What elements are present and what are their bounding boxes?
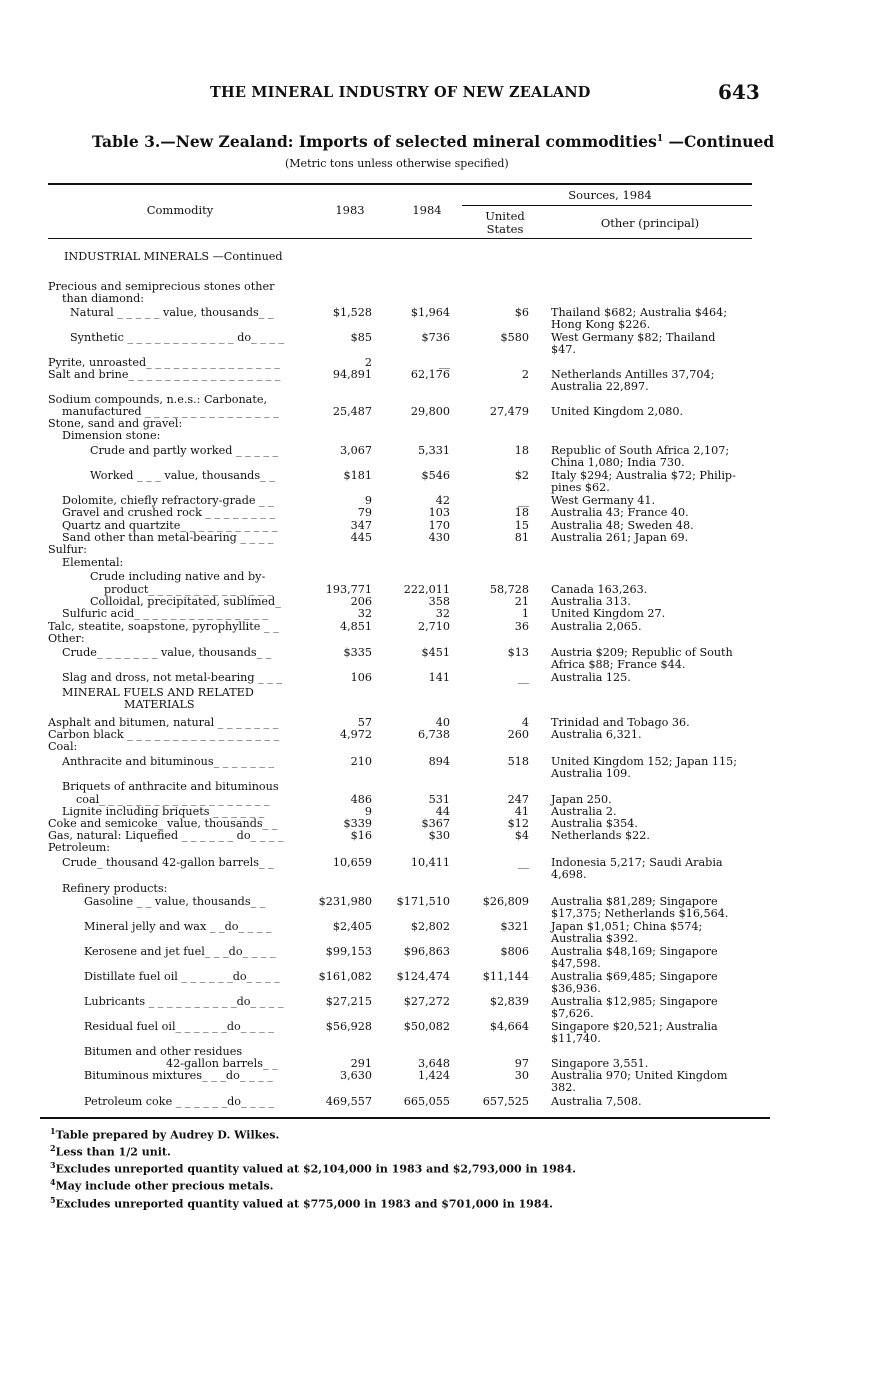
value-1984-cell: $124,474 xyxy=(396,970,450,983)
header-1983: 1983 xyxy=(335,203,365,217)
other-sources-cell: United Kingdom 152; Japan 115; xyxy=(551,755,737,768)
table-row xyxy=(0,319,870,331)
other-sources-cell: Australia 22,897. xyxy=(551,380,649,393)
commodity-cell: Worked _ _ _ value, thousands_ _ xyxy=(90,469,275,482)
commodity-cell: manufactured _ _ _ _ _ _ _ _ _ _ _ _ _ _ _ xyxy=(62,405,279,418)
commodity-cell: Lignite including briquets _ _ _ _ _ _ xyxy=(62,805,265,818)
commodity-cell: than diamond: xyxy=(62,292,145,305)
footnote-text: Less than 1/2 unit. xyxy=(55,1145,171,1159)
table-row xyxy=(0,958,870,970)
commodity-cell: Colloidal, precipitated, sublimed_ xyxy=(90,595,281,608)
united-states-cell: 4 xyxy=(521,716,529,729)
table-row xyxy=(0,381,870,393)
commodity-cell: Bitumen and other residues xyxy=(84,1045,243,1058)
united-states-cell: 18 xyxy=(514,444,529,457)
united-states-cell: 18 xyxy=(514,506,529,519)
value-1983-cell: $27,215 xyxy=(325,995,372,1008)
table-row xyxy=(0,756,870,768)
value-1984-cell: $546 xyxy=(421,469,450,482)
footnote xyxy=(50,1159,576,1176)
value-1983-cell: 3,630 xyxy=(339,1069,372,1082)
commodity-cell: Asphalt and bitumen, natural _ _ _ _ _ _ _ xyxy=(48,716,279,729)
value-1983-cell: $161,082 xyxy=(318,970,372,983)
commodity-cell: Gravel and crushed rock _ _ _ _ _ _ _ _ xyxy=(62,506,276,519)
commodity-cell: Slag and dross, not metal-bearing _ _ _ xyxy=(62,671,283,684)
commodity-cell: Distillate fuel oil _ _ _ _ _ _do_ _ _ _ xyxy=(84,970,280,983)
value-1984-cell: 141 xyxy=(428,671,450,684)
value-1984-cell: 42 xyxy=(435,494,450,507)
table-row xyxy=(0,647,870,659)
united-states-cell: __ xyxy=(517,494,529,507)
united-states-cell: $580 xyxy=(500,331,529,344)
value-1983-cell: 193,771 xyxy=(325,583,372,596)
value-1983-cell: 4,972 xyxy=(339,728,372,741)
footnote-number: 3 xyxy=(50,1160,56,1171)
table-row xyxy=(0,470,870,482)
value-1983-cell: 94,891 xyxy=(332,368,372,381)
commodity-cell: Crude_ thousand 42-gallon barrels_ _ xyxy=(62,856,274,869)
united-states-cell: 41 xyxy=(514,805,529,818)
commodity-cell: Synthetic _ _ _ _ _ _ _ _ _ _ _ _ do_ _ _ _ xyxy=(70,331,285,344)
value-1984-cell: $367 xyxy=(421,817,450,830)
value-1984-cell: 3,648 xyxy=(417,1057,450,1070)
united-states-cell: $26,809 xyxy=(482,895,529,908)
commodity-cell: Talc, steatite, soapstone, pyrophyllite _ _ xyxy=(48,620,279,633)
value-1984-cell: 5,331 xyxy=(417,444,450,457)
united-states-cell: __ xyxy=(517,671,529,684)
other-sources-cell: Republic of South Africa 2,107; xyxy=(551,444,730,457)
value-1984-cell: $27,272 xyxy=(403,995,450,1008)
commodity-cell: Dimension stone: xyxy=(62,429,161,442)
value-1984-cell: $736 xyxy=(421,331,450,344)
other-sources-cell: Trinidad and Tobago 36. xyxy=(551,716,690,729)
footnotes xyxy=(50,1125,576,1211)
table-row xyxy=(0,293,870,305)
other-sources-cell: Australia 313. xyxy=(551,595,631,608)
value-1983-cell: $231,980 xyxy=(318,895,372,908)
other-sources-cell: 382. xyxy=(551,1081,576,1094)
other-sources-cell: United Kingdom 27. xyxy=(551,607,666,620)
commodity-cell: Precious and semiprecious stones other xyxy=(48,280,275,293)
other-sources-cell: Australia 261; Japan 69. xyxy=(551,531,689,544)
table-row xyxy=(0,896,870,908)
value-1984-cell: 6,738 xyxy=(417,728,450,741)
united-states-cell: $2,839 xyxy=(489,995,529,1008)
other-sources-cell: West Germany 41. xyxy=(551,494,656,507)
value-1984-cell: 10,411 xyxy=(410,856,450,869)
other-sources-cell: Australia 109. xyxy=(551,767,631,780)
other-sources-cell: China 1,080; India 730. xyxy=(551,456,685,469)
table-row xyxy=(0,369,870,381)
commodity-cell: Sodium compounds, n.e.s.: Carbonate, xyxy=(48,393,268,406)
top-rule xyxy=(48,183,752,185)
table-row xyxy=(0,883,870,895)
other-sources-cell: Netherlands Antilles 37,704; xyxy=(551,368,715,381)
value-1983-cell: 10,659 xyxy=(332,856,372,869)
table-title-footnote-ref: 1 xyxy=(656,133,664,144)
value-1983-cell: 206 xyxy=(350,595,372,608)
value-1984-cell: $30 xyxy=(428,829,450,842)
value-1983-cell: 9 xyxy=(364,805,372,818)
united-states-cell: 15 xyxy=(514,519,529,532)
value-1983-cell: 4,851 xyxy=(339,620,372,633)
other-sources-cell: Japan $1,051; China $574; xyxy=(551,920,703,933)
commodity-cell: INDUSTRIAL MINERALS —Continued xyxy=(64,250,283,263)
value-1983-cell: 32 xyxy=(357,607,372,620)
value-1983-cell: 79 xyxy=(357,506,372,519)
value-1983-cell: 486 xyxy=(350,793,372,806)
footnote xyxy=(50,1142,576,1159)
other-sources-cell: Australia 43; France 40. xyxy=(551,506,689,519)
united-states-cell: 36 xyxy=(514,620,529,633)
other-sources-cell: Australia 970; United Kingdom xyxy=(551,1069,728,1082)
commodity-cell: Stone, sand and gravel: xyxy=(48,417,183,430)
commodity-cell: Crude_ _ _ _ _ _ _ value, thousands_ _ xyxy=(62,646,272,659)
value-1984-cell: 531 xyxy=(428,793,450,806)
table-row xyxy=(0,621,870,633)
value-1984-cell: 170 xyxy=(428,519,450,532)
header-bottom-rule xyxy=(48,238,752,239)
table-row xyxy=(0,332,870,344)
other-sources-cell: Australia 2. xyxy=(551,805,617,818)
united-states-cell: $6 xyxy=(514,306,529,319)
table-row xyxy=(0,699,870,711)
other-sources-cell: $36,936. xyxy=(551,982,601,995)
value-1984-cell: 430 xyxy=(428,531,450,544)
table-bottom-rule xyxy=(40,1117,770,1119)
other-sources-cell: Netherlands $22. xyxy=(551,829,650,842)
commodity-cell: 42-gallon barrels_ _ xyxy=(166,1057,278,1070)
value-1984-cell: 62,176 xyxy=(410,368,450,381)
value-1983-cell: $2,405 xyxy=(332,920,372,933)
value-1984-cell: $96,863 xyxy=(403,945,450,958)
commodity-cell: Coke and semicoke_ value, thousands_ _ xyxy=(48,817,278,830)
other-sources-cell: $7,626. xyxy=(551,1007,594,1020)
value-1983-cell: 57 xyxy=(357,716,372,729)
table-title-suffix: —Continued xyxy=(663,132,775,151)
commodity-cell: MINERAL FUELS AND RELATED xyxy=(62,686,254,699)
united-states-cell: 518 xyxy=(507,755,529,768)
value-1983-cell: 9 xyxy=(364,494,372,507)
value-1983-cell: 2 xyxy=(364,356,372,369)
commodity-cell: Sand other than metal-bearing _ _ _ _ xyxy=(62,531,274,544)
commodity-cell: Crude including native and by- xyxy=(90,570,266,583)
commodity-cell: Salt and brine_ _ _ _ _ _ _ _ _ _ _ _ _ _ _ _ _ xyxy=(48,368,281,381)
value-1983-cell: $99,153 xyxy=(325,945,372,958)
table-row xyxy=(0,933,870,945)
table-row xyxy=(0,729,870,741)
commodity-cell: Gas, natural: Liquefied _ _ _ _ _ _ do_ _ _ _ xyxy=(48,829,284,842)
table-row xyxy=(0,557,870,569)
table-row xyxy=(0,1008,870,1020)
united-states-cell: $806 xyxy=(500,945,529,958)
table-row xyxy=(0,842,870,854)
other-sources-cell: Africa $88; France $44. xyxy=(551,658,686,671)
value-1983-cell: 3,067 xyxy=(339,444,372,457)
value-1984-cell: __ xyxy=(438,356,450,369)
table-row xyxy=(0,251,870,263)
value-1983-cell: $85 xyxy=(350,331,372,344)
footnote-text: Table prepared by Audrey D. Wilkes. xyxy=(55,1128,280,1142)
table-row xyxy=(0,908,870,920)
other-sources-cell: Australia $81,289; Singapore xyxy=(551,895,718,908)
commodity-cell: Refinery products: xyxy=(62,882,168,895)
table-row xyxy=(0,307,870,319)
table-row xyxy=(0,1082,870,1094)
footnote-text: Excludes unreported quantity valued at $2,104,000 in 1983 and $2,793,000 in 1984. xyxy=(55,1162,576,1176)
value-1984-cell: 358 xyxy=(428,595,450,608)
commodity-cell: Lubricants _ _ _ _ _ _ _ _ _ _do_ _ _ _ xyxy=(84,995,284,1008)
table-row xyxy=(0,983,870,995)
commodity-cell: Gasoline _ _ value, thousands_ _ xyxy=(84,895,266,908)
other-sources-cell: Thailand $682; Australia $464; xyxy=(551,306,728,319)
other-sources-cell: Japan 250. xyxy=(551,793,612,806)
commodity-cell: Crude and partly worked _ _ _ _ _ xyxy=(90,444,279,457)
other-sources-cell: $11,740. xyxy=(551,1032,601,1045)
commodity-cell: Dolomite, chiefly refractory-grade _ _ xyxy=(62,494,274,507)
footnote-number: 5 xyxy=(50,1194,56,1205)
commodity-cell: Sulfur: xyxy=(48,543,87,556)
value-1983-cell: 347 xyxy=(350,519,372,532)
value-1984-cell: 2,710 xyxy=(417,620,450,633)
united-states-cell: 2 xyxy=(521,368,529,381)
footnote-number: 4 xyxy=(50,1177,56,1188)
footnote-number: 1 xyxy=(50,1126,56,1136)
value-1984-cell: 40 xyxy=(435,716,450,729)
other-sources-cell: Australia $354. xyxy=(551,817,638,830)
table-row xyxy=(0,659,870,671)
table-row xyxy=(0,608,870,620)
united-states-cell: 21 xyxy=(514,595,529,608)
commodity-cell: Quartz and quartzite_ _ _ _ _ _ _ _ _ _ _ xyxy=(62,519,278,532)
table-title xyxy=(92,132,774,151)
other-sources-cell: Indonesia 5,217; Saudi Arabia xyxy=(551,856,723,869)
united-states-cell: 58,728 xyxy=(489,583,529,596)
commodity-cell: Mineral jelly and wax _ _do_ _ _ _ xyxy=(84,920,272,933)
other-sources-cell: $47,598. xyxy=(551,957,601,970)
commodity-cell: Carbon black _ _ _ _ _ _ _ _ _ _ _ _ _ _ _ _ _ xyxy=(48,728,280,741)
value-1984-cell: 32 xyxy=(435,607,450,620)
value-1984-cell: $171,510 xyxy=(396,895,450,908)
sources-rule xyxy=(462,205,752,206)
header-1984: 1984 xyxy=(412,203,442,217)
value-1983-cell: $56,928 xyxy=(325,1020,372,1033)
commodity-cell: product_ _ _ _ _ _ _ _ _ _ _ _ _ _ xyxy=(104,583,273,596)
table-row xyxy=(0,768,870,780)
table-row xyxy=(0,633,870,645)
value-1984-cell: 665,055 xyxy=(403,1095,450,1108)
value-1984-cell: $50,082 xyxy=(403,1020,450,1033)
value-1983-cell: $1,528 xyxy=(332,306,372,319)
header-united-states: United States xyxy=(485,209,525,236)
other-sources-cell: Australia $69,485; Singapore xyxy=(551,970,718,983)
table-row xyxy=(0,946,870,958)
united-states-cell: $321 xyxy=(500,920,529,933)
other-sources-cell: West Germany $82; Thailand xyxy=(551,331,716,344)
page-number: 643 xyxy=(718,80,760,104)
united-states-cell: 81 xyxy=(514,531,529,544)
commodity-cell: Kerosene and jet fuel_ _ _do_ _ _ _ xyxy=(84,945,276,958)
commodity-cell: coal_ _ _ _ _ _ _ _ _ _ _ _ _ _ _ _ _ _ _ xyxy=(76,793,270,806)
united-states-cell: 27,479 xyxy=(489,405,529,418)
footnote xyxy=(50,1194,576,1211)
commodity-cell: Petroleum coke _ _ _ _ _ _do_ _ _ _ xyxy=(84,1095,275,1108)
commodity-cell: Anthracite and bituminous_ _ _ _ _ _ _ xyxy=(62,755,275,768)
value-1983-cell: $339 xyxy=(343,817,372,830)
united-states-cell: $4 xyxy=(514,829,529,842)
table-row xyxy=(0,781,870,793)
commodity-cell: Coal: xyxy=(48,740,78,753)
other-sources-cell: Austria $209; Republic of South xyxy=(551,646,733,659)
other-sources-cell: Australia 48; Sweden 48. xyxy=(551,519,694,532)
header-sources: Sources, 1984 xyxy=(568,188,652,202)
united-states-cell: 1 xyxy=(521,607,529,620)
table-row xyxy=(0,869,870,881)
table-row xyxy=(0,971,870,983)
united-states-cell: 30 xyxy=(514,1069,529,1082)
running-title: THE MINERAL INDUSTRY OF NEW ZEALAND xyxy=(210,84,591,101)
table-subtitle: (Metric tons unless otherwise specified) xyxy=(285,157,509,170)
table-row xyxy=(0,507,870,519)
other-sources-cell: Singapore 3,551. xyxy=(551,1057,649,1070)
table-row xyxy=(0,830,870,842)
value-1983-cell: $335 xyxy=(343,646,372,659)
table-row xyxy=(0,430,870,442)
united-states-cell: $11,144 xyxy=(482,970,529,983)
footnote xyxy=(50,1176,576,1193)
value-1983-cell: 106 xyxy=(350,671,372,684)
commodity-cell: MATERIALS xyxy=(124,698,195,711)
other-sources-cell: $17,375; Netherlands $16,564. xyxy=(551,907,729,920)
united-states-cell: __ xyxy=(517,856,529,869)
commodity-cell: Briquets of anthracite and bituminous xyxy=(62,780,279,793)
value-1983-cell: 445 xyxy=(350,531,372,544)
table-row xyxy=(0,921,870,933)
header-commodity: Commodity xyxy=(146,203,214,217)
value-1983-cell: 291 xyxy=(350,1057,372,1070)
footnote xyxy=(50,1125,576,1142)
commodity-cell: Elemental: xyxy=(62,556,124,569)
value-1984-cell: 222,011 xyxy=(403,583,450,596)
table-row xyxy=(0,457,870,469)
value-1984-cell: $1,964 xyxy=(410,306,450,319)
value-1984-cell: $451 xyxy=(421,646,450,659)
united-states-cell: 97 xyxy=(514,1057,529,1070)
other-sources-cell: $47. xyxy=(551,343,576,356)
other-sources-cell: Australia 125. xyxy=(551,671,631,684)
commodity-cell: Sulfuric acid_ _ _ _ _ _ _ _ _ _ _ _ _ _ _ xyxy=(62,607,268,620)
table-row xyxy=(0,741,870,753)
footnote-text: Excludes unreported quantity valued at $775,000 in 1983 and $701,000 in 1984. xyxy=(55,1197,553,1211)
other-sources-cell: 4,698. xyxy=(551,868,587,881)
other-sources-cell: Australia 7,508. xyxy=(551,1095,642,1108)
table-row xyxy=(0,1021,870,1033)
value-1983-cell: $16 xyxy=(350,829,372,842)
other-sources-cell: Australia $48,169; Singapore xyxy=(551,945,718,958)
other-sources-cell: Canada 163,263. xyxy=(551,583,648,596)
table-row xyxy=(0,672,870,684)
united-states-cell: $4,664 xyxy=(489,1020,529,1033)
united-states-cell: $2 xyxy=(514,469,529,482)
table-row xyxy=(0,445,870,457)
table-row xyxy=(0,857,870,869)
commodity-cell: Residual fuel oil_ _ _ _ _ _do_ _ _ _ xyxy=(84,1020,274,1033)
other-sources-cell: Australia 2,065. xyxy=(551,620,642,633)
united-states-cell: $12 xyxy=(507,817,529,830)
footnote-text: May include other precious metals. xyxy=(55,1180,274,1194)
other-sources-cell: Australia $392. xyxy=(551,932,638,945)
table-row xyxy=(0,544,870,556)
value-1984-cell: 1,424 xyxy=(417,1069,450,1082)
other-sources-cell: pines $62. xyxy=(551,481,610,494)
value-1984-cell: 29,800 xyxy=(410,405,450,418)
commodity-cell: Other: xyxy=(48,632,85,645)
value-1983-cell: $181 xyxy=(343,469,372,482)
table-row xyxy=(0,532,870,544)
table-row xyxy=(0,996,870,1008)
table-row xyxy=(0,482,870,494)
value-1983-cell: 25,487 xyxy=(332,405,372,418)
other-sources-cell: Hong Kong $226. xyxy=(551,318,651,331)
table-row xyxy=(0,571,870,583)
other-sources-cell: Australia $12,985; Singapore xyxy=(551,995,718,1008)
value-1984-cell: 44 xyxy=(435,805,450,818)
other-sources-cell: Singapore $20,521; Australia xyxy=(551,1020,718,1033)
united-states-cell: 247 xyxy=(507,793,529,806)
header-other-principal: Other (principal) xyxy=(600,216,700,230)
footnote-number: 2 xyxy=(50,1143,56,1154)
value-1984-cell: $2,802 xyxy=(410,920,450,933)
value-1984-cell: 894 xyxy=(428,755,450,768)
table-row xyxy=(0,1070,870,1082)
united-states-cell: 260 xyxy=(507,728,529,741)
value-1983-cell: 210 xyxy=(350,755,372,768)
value-1984-cell: 103 xyxy=(428,506,450,519)
commodity-cell: Petroleum: xyxy=(48,841,111,854)
other-sources-cell: Italy $294; Australia $72; Philip- xyxy=(551,469,736,482)
commodity-cell: Pyrite, unroasted_ _ _ _ _ _ _ _ _ _ _ _ _ _ _ xyxy=(48,356,280,369)
commodity-cell: Natural _ _ _ _ _ value, thousands_ _ xyxy=(70,306,274,319)
united-states-cell: $13 xyxy=(507,646,529,659)
other-sources-cell: United Kingdom 2,080. xyxy=(551,405,683,418)
table-title-text: Table 3.—New Zealand: Imports of selected mineral commodities xyxy=(92,132,657,151)
united-states-cell: 657,525 xyxy=(482,1095,529,1108)
table-row xyxy=(0,344,870,356)
commodity-cell: Bituminous mixtures_ _ _do_ _ _ _ xyxy=(84,1069,273,1082)
table-row xyxy=(0,1033,870,1045)
other-sources-cell: Australia 6,321. xyxy=(551,728,642,741)
value-1983-cell: 469,557 xyxy=(325,1095,372,1108)
table-row xyxy=(0,1096,870,1108)
